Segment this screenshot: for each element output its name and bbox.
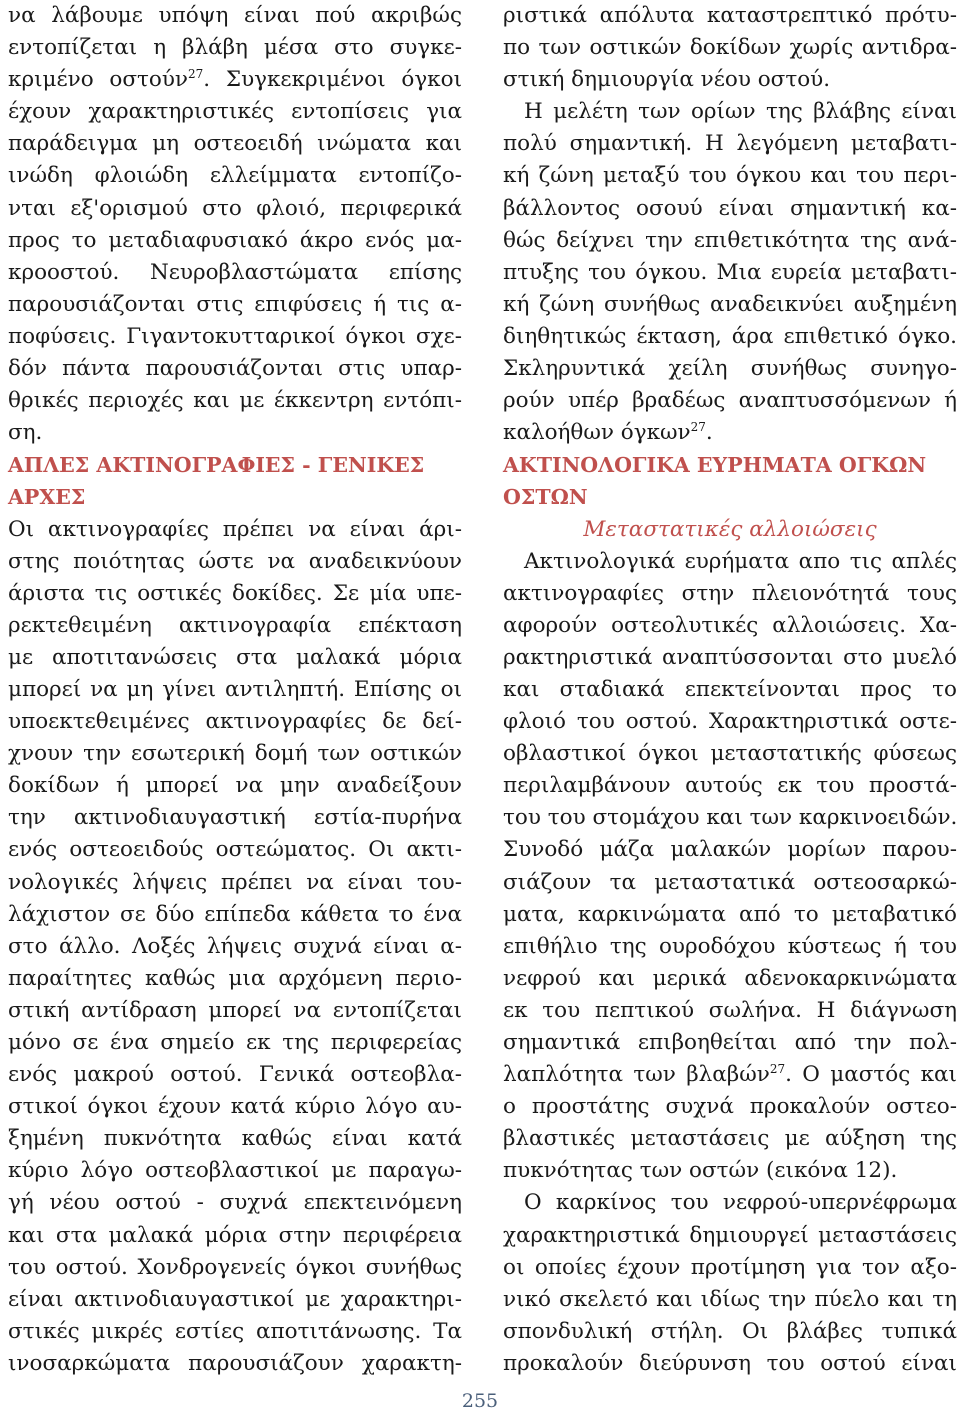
text-line: με αποτιτανώσεις στα μαλακά μόρια [8, 644, 462, 670]
text-line: πο των οστικών δοκίδων χωρίς αντιδρα- [503, 35, 957, 61]
paragraph [503, 1187, 957, 1380]
text-line: οι οποίες έχουν προτίμηση για τον αξο- [503, 1254, 957, 1280]
text-line: γή νέου οστού - συχνά επεκτεινόμενη [8, 1190, 462, 1216]
text-line: στο άλλο. Λοξές λήψεις συχνά είναι α- [8, 933, 462, 959]
text-line: λάχιστον σε δύο επίπεδα κάθετα το ένα [8, 901, 462, 927]
text-line: κριμένο οστούν$^{27}$. Συγκεκριμένοι όγκοι [8, 67, 462, 93]
text-line: Ο καρκίνος του νεφρού-υπερνέφρωμα [524, 1190, 957, 1216]
right-column [503, 0, 957, 1380]
text-line: βλαστικές μεταστάσεις με αύξηση της [503, 1126, 957, 1152]
text-line: σιάζουν τα μεταστατικά οστεοσαρκώ- [503, 869, 957, 895]
text-line: αφορούν οστεολυτικές αλλοιώσεις. Χα- [503, 612, 957, 638]
section-heading [503, 449, 957, 513]
text-line: άριστα τις οστικές δοκίδες. Σε μία υπε- [8, 580, 462, 606]
text-line: δοκίδων ή μπορεί να μην αναδείξουν [8, 773, 462, 799]
text-line: υποεκτεθειμένες ακτινογραφίες δε δεί- [8, 709, 462, 735]
text-line: πτυξης του όγκου. Μια ευρεία μεταβατι- [503, 259, 957, 285]
citation-ref: 27 [188, 67, 204, 82]
text-line: ινοσαρκώματα παρουσιάζουν χαρακτη- [8, 1350, 462, 1376]
heading-line: ΑΡΧΕΣ [8, 485, 86, 510]
text-line: ακτινογραφίες στην πλειονότητά τους [503, 580, 957, 606]
text-line: νται εξ'ορισμού στο φλοιό, περιφερικά [8, 195, 462, 221]
text-line: πυκνότητας των οστών (εικόνα 12). [503, 1158, 898, 1184]
paragraph [503, 546, 957, 1188]
text-line: ενός μακρού οστού. Γενικά οστεοβλα- [8, 1062, 462, 1088]
text-line: νικό σκελετό και ιδίως την πύελο και τη [503, 1286, 957, 1312]
text-line: την ακτινοδιαυγαστική εστία-πυρήνα [8, 805, 462, 831]
text-line: Σκληρυντικά χείλη συνήθως συνηγο- [503, 356, 957, 382]
text-line: ξημένη πυκνότητα καθώς είναι κατά [8, 1126, 462, 1152]
text-line: κροοστού. Νευροβλαστώματα επίσης [8, 259, 462, 285]
heading-line: ΑΚΤΙΝΟΛΟΓΙΚΑ ΕΥΡΗΜΑΤΑ ΟΓΚΩΝ [503, 453, 927, 478]
text-line: ρούν υπέρ βραδέως αναπτυσσόμενων ή [503, 388, 957, 414]
text-line: ο προστάτης συχνά προκαλούν οστεο- [503, 1094, 957, 1120]
text-line: θρικές περιοχές και με έκκεντρη εντόπι- [8, 388, 462, 414]
citation-ref: 27 [769, 1061, 786, 1076]
text-line: ρακτηριστικά αναπτύσσονται στο μυελό [503, 644, 957, 670]
paragraph [8, 0, 462, 449]
page-number: 255 [461, 1390, 499, 1412]
text-line: στική αντίδραση μπορεί να εντοπίζεται [8, 997, 462, 1023]
text-line: θώς δείχνει την επιθετικότητα της ανά- [503, 227, 957, 253]
text-line: εκ του πεπτικού σωλήνα. Η διάγνωση [503, 997, 957, 1023]
text-line: καλοήθων όγκων$^{27}$. [503, 420, 713, 446]
text-line: έχουν χαρακτηριστικές εντοπίσεις για [8, 99, 462, 125]
left-column [8, 0, 462, 1380]
text-line: κή ζώνη συνήθως αναδεικνύει αυξημένη [503, 291, 957, 317]
text-line: στης ποιότητας ώστε να αναδεικνύουν [8, 548, 462, 574]
text-span: κριμένο οστούν [8, 67, 188, 93]
text-line: Οι ακτινογραφίες πρέπει να είναι άρι- [8, 516, 462, 542]
text-line: κή ζώνη μεταξύ του όγκου και του περι- [503, 163, 957, 189]
text-line: δόν πάντα παρουσιάζονται στις υπαρ- [8, 356, 462, 382]
text-line: να λάβουμε υπόψη είναι πού ακριβώς [8, 3, 462, 28]
text-line: στική δημιουργία νέου οστού. [503, 67, 831, 93]
text-span: λαπλότητα των βλαβών [503, 1062, 770, 1088]
text-line: ποφύσεις. Γιγαντοκυτταρικοί όγκοι σχε- [8, 323, 462, 349]
text-line: νολογικές λήψεις πρέπει να είναι του- [8, 869, 462, 895]
text-line: είναι ακτινοδιαυγαστικοί με χαρακτηρι- [8, 1286, 462, 1312]
text-span: . Ο μαστός και [785, 1062, 957, 1088]
text-line: προκαλούν διεύρυνση του οστού είναι [503, 1350, 957, 1376]
paragraph [503, 0, 957, 96]
text-line: ρεκτεθειμένη ακτινογραφία επέκταση [8, 612, 462, 638]
text-line: πολύ σημαντική. Η λεγόμενη μεταβατι- [503, 131, 957, 157]
heading-line: ΟΣΤΩΝ [503, 485, 588, 510]
text-line: φλοιό του οστού. Χαρακτηριστικά οστε- [503, 709, 957, 735]
text-line: σημαντικά επιβοηθείται από την πολ- [503, 1030, 957, 1055]
paragraph [8, 514, 462, 1381]
text-line: κύριο λόγο οστεοβλαστικοί με παραγω- [8, 1158, 462, 1184]
text-line: ση. [8, 420, 43, 446]
text-line: περιλαμβάνουν αυτούς εκ του προστά- [503, 773, 957, 799]
text-line: και σταδιακά επεκτείνονται προς το [503, 676, 957, 702]
subsection-heading: Μεταστατικές αλλοιώσεις [583, 516, 877, 542]
text-line: επιθήλιο της ουροδόχου κύστεως ή του [503, 933, 957, 959]
text-span: καλοήθων όγκων [503, 420, 691, 446]
text-line: βάλλοντος οσουύ είναι σημαντική κα- [503, 195, 957, 221]
text-line: Συνοδό μάζα μαλακών μορίων παρου- [503, 837, 957, 863]
section-heading [8, 449, 462, 513]
text-line: στικές μικρές εστίες αποτιτάνωσης. Τα [8, 1318, 462, 1344]
text-line: στικοί όγκοι έχουν κατά κύριο λόγο αυ- [8, 1094, 462, 1120]
text-line: παράδειγμα μη οστεοειδή ινώματα και [8, 131, 462, 157]
text-line: σπονδυλική στήλη. Οι βλάβες τυπικά [503, 1318, 957, 1344]
text-line: ενός οστεοειδούς οστεώματος. Οι ακτι- [8, 837, 462, 863]
text-line: προς το μεταδιαφυσιακό άκρο ενός μα- [8, 227, 462, 253]
heading-line: ΑΠΛΕΣ ΑΚΤΙΝΟΓΡΑΦΙΕΣ - ΓΕΝΙΚΕΣ [8, 453, 425, 478]
text-line: εντοπίζεται η βλάβη μέσα στο συγκε- [8, 35, 462, 61]
text-line: και στα μαλακά μόρια στην περιφέρεια [8, 1222, 462, 1248]
text-line: διηθητικώς έκταση, άρα επιθετικό όγκο. [503, 323, 957, 349]
text-span: Συγκεκριμένοι όγκοι [225, 67, 462, 93]
text-line: Ακτινολογικά ευρήματα απο τις απλές [524, 548, 957, 574]
text-line: χαρακτηριστικά δημιουργεί μεταστάσεις [503, 1222, 957, 1248]
paragraph [503, 96, 957, 449]
text-line: ριστικά απόλυτα καταστρεπτικό πρότυ- [503, 3, 957, 28]
text-line: οβλαστικοί όγκοι μεταστατικής φύσεως [503, 741, 957, 767]
citation-ref: 27 [690, 420, 706, 435]
text-line: Η μελέτη των ορίων της βλάβης είναι [524, 99, 957, 125]
text-line: νεφρού και μερικά αδενοκαρκινώματα [503, 965, 957, 991]
text-line: ματα, καρκινώματα από το μεταβατικό [503, 901, 957, 927]
text-line: μπορεί να μη γίνει αντιληπτή. Επίσης οι [8, 676, 462, 702]
text-line: χνουν την εσωτερική δομή των οστικών [8, 741, 462, 767]
text-line: μόνο σε ένα σημείο εκ της περιφερείας [8, 1030, 462, 1055]
text-line: του οστού. Χονδρογενείς όγκοι συνήθως [8, 1254, 462, 1280]
text-line: του του στομάχου και των καρκινοειδών. [503, 805, 957, 831]
text-line [503, 1059, 957, 1091]
text-line: παρουσιάζονται στις επιφύσεις ή τις α- [8, 291, 462, 317]
text-line: ινώδη φλοιώδη ελλείμματα εντοπίζο- [8, 163, 462, 189]
text-line: παραίτητες καθώς μια αρχόμενη περιο- [8, 965, 462, 991]
